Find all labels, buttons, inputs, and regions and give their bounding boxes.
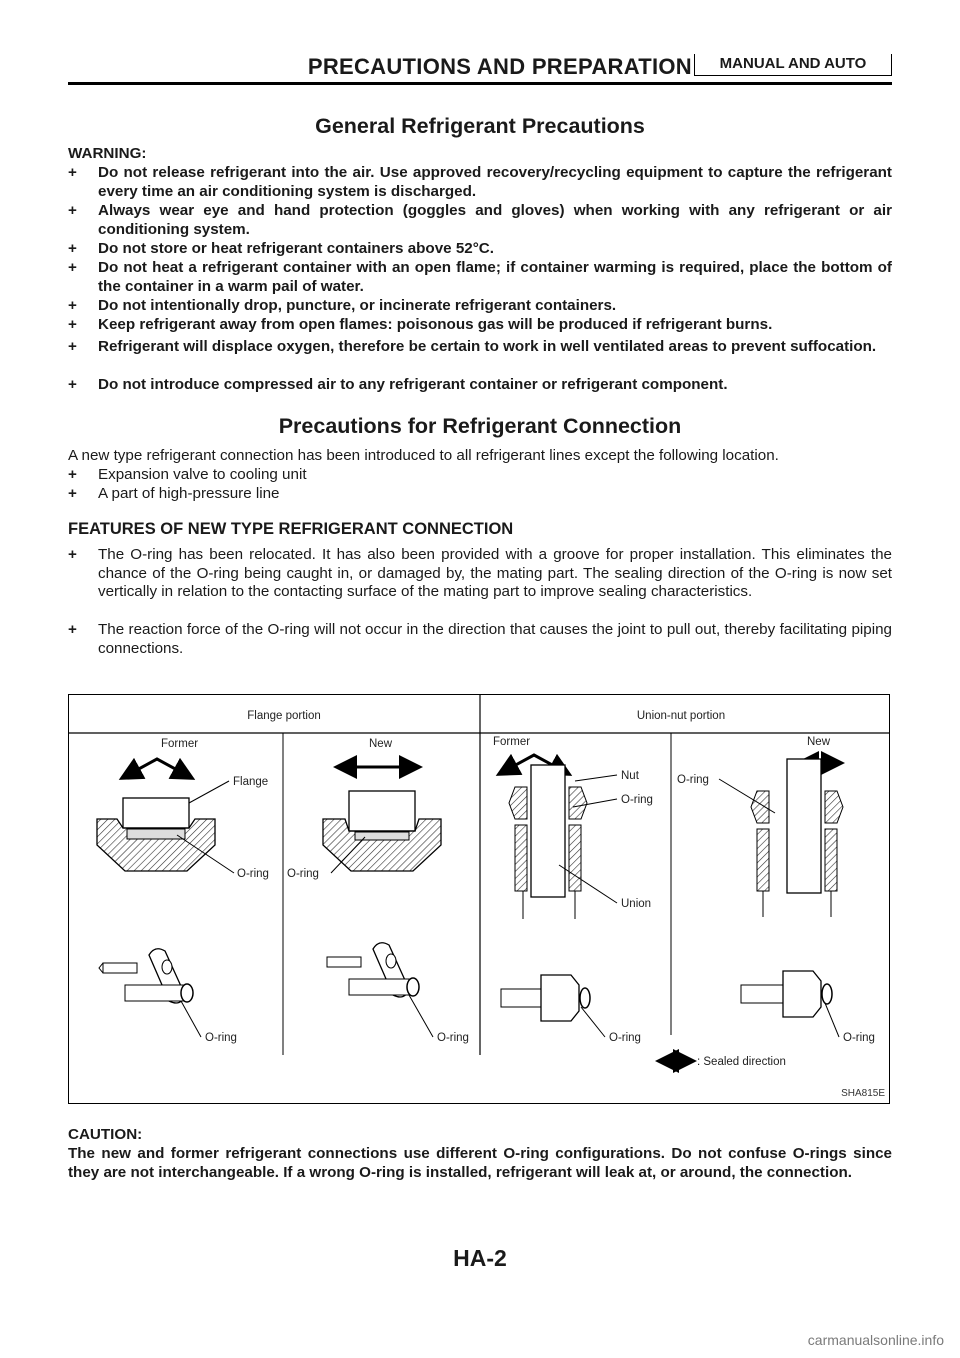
svg-text:Union: Union: [621, 898, 652, 910]
header-title: PRECAUTIONS AND PREPARATION: [307, 54, 692, 79]
warning-item: + Do not introduce compressed air to any refrigerant container or refrigerant component.: [68, 376, 728, 393]
label-former: Former: [161, 738, 199, 750]
warning-item: + Do not release refrigerant into the air. Use approved recovery/recycling equipment to capture the refrigerant every time an air conditioning system is discharged.: [68, 164, 892, 200]
watermark: carmanualsonline.info: [807, 1332, 944, 1348]
caution-label: CAUTION:: [68, 1126, 143, 1143]
svg-text:O-ring: O-ring: [621, 794, 653, 806]
svg-text:Former: Former: [493, 736, 531, 748]
plus-bullet-icon: +: [68, 259, 77, 276]
svg-text:Flange: Flange: [233, 776, 269, 788]
page-code: HA-2: [453, 1245, 507, 1271]
connection-intro: A new type refrigerant connection has been introduced to all refrigerant lines except the following location.: [68, 447, 779, 464]
plus-bullet-icon: +: [68, 376, 77, 393]
exception-item: + A part of high-pressure line: [68, 485, 280, 502]
exception-item: + Expansion valve to cooling unit: [68, 466, 307, 483]
connection-figure: [68, 694, 890, 1104]
warning-item: + Always wear eye and hand protection (goggles and gloves) when working with any refrigerant or air conditioning system.: [68, 202, 892, 238]
warning-item: + Keep refrigerant away from open flames: poisonous gas will be produced if refrigerant burns.: [68, 316, 773, 333]
svg-text:O-ring: O-ring: [609, 1032, 641, 1044]
flange-header: Flange portion: [247, 710, 321, 722]
plus-bullet-icon: +: [68, 621, 77, 638]
warning-item: + Do not intentionally drop, puncture, or incinerate refrigerant containers.: [68, 297, 617, 314]
plus-bullet-icon: +: [68, 240, 77, 257]
svg-text:Nut: Nut: [621, 770, 639, 782]
svg-text:O-ring: O-ring: [437, 1032, 469, 1044]
plus-bullet-icon: +: [68, 466, 77, 483]
features-heading: FEATURES OF NEW TYPE REFRIGERANT CONNECTION: [68, 520, 514, 538]
page-header: [68, 54, 892, 82]
svg-text:O-ring: O-ring: [677, 774, 709, 786]
seal-direction-arrow: [124, 759, 190, 777]
svg-text:O-ring: O-ring: [205, 1032, 237, 1044]
legend-sealed-direction: : Sealed direction: [697, 1056, 786, 1068]
feature-item: + The O-ring has been relocated. It has also been provided with a groove for proper installation. This eliminates the chance of the O-ring being caught in, or damaged by, the mating part. The sealing direction of the O-ring is now set vertically in relation to the contacting surface of the mating part to improve sealing characteristics.: [68, 546, 892, 601]
caution-text: The new and former refrigerant connections use different O-ring configurations. Do not confuse O-rings since they are not interchangeable. If a wrong O-ring is installed, refrigerant will leak at, or around, the connection.: [68, 1145, 892, 1181]
svg-text:O-ring: O-ring: [287, 868, 319, 880]
plus-bullet-icon: +: [68, 338, 77, 355]
union-header: Union-nut portion: [636, 710, 726, 722]
plus-bullet-icon: +: [68, 546, 77, 563]
plus-bullet-icon: +: [68, 164, 77, 181]
connection-diagram: [69, 695, 889, 1103]
svg-text:O-ring: O-ring: [237, 868, 269, 880]
plus-bullet-icon: +: [68, 202, 77, 219]
plus-bullet-icon: +: [68, 297, 77, 314]
warning-label: WARNING:: [68, 145, 147, 162]
warning-item: + Refrigerant will displace oxygen, therefore be certain to work in well ventilated areas to prevent suffocation.: [68, 338, 877, 355]
header-rule: [68, 82, 892, 85]
figure-code: SHA815E: [841, 1088, 885, 1099]
feature-item: + The reaction force of the O-ring will not occur in the direction that causes the joint to pull out, thereby facilitating piping connections.: [68, 621, 892, 657]
warning-item: + Do not heat a refrigerant container with an open flame; if container warming is required, place the bottom of the container in a warm pail of water.: [68, 259, 892, 295]
plus-bullet-icon: +: [68, 485, 77, 502]
svg-text:O-ring: O-ring: [843, 1032, 875, 1044]
plus-bullet-icon: +: [68, 316, 77, 333]
section-title-general: General Refrigerant Precautions: [315, 114, 645, 138]
warning-item: + Do not store or heat refrigerant containers above 52°C.: [68, 240, 494, 257]
label-new: New: [369, 738, 393, 750]
header-badge: MANUAL AND AUTO: [694, 54, 892, 76]
svg-text:New: New: [807, 736, 831, 748]
section-title-connection: Precautions for Refrigerant Connection: [278, 414, 682, 438]
